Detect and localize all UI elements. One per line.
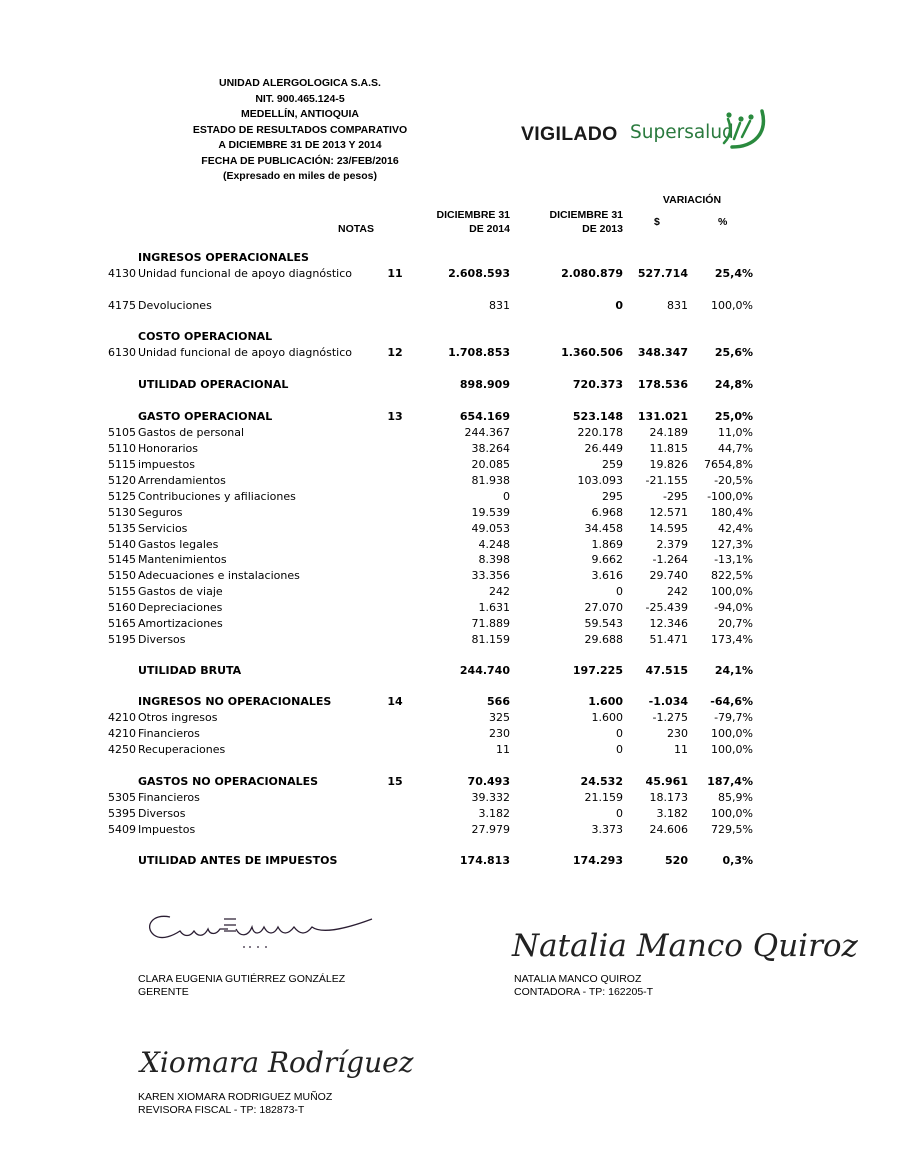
supersalud-logo [518, 103, 778, 155]
col-notas: NOTAS [338, 223, 374, 235]
signature-clara-gutierrez [140, 905, 380, 955]
row-label: Seguros [138, 506, 183, 519]
table-row [0, 489, 906, 505]
row-value-2014: 898.909 [459, 378, 510, 391]
row-value-2014: 4.248 [478, 538, 510, 551]
row-nota: 12 [387, 346, 403, 359]
row-nota: 11 [387, 267, 403, 280]
row-value-2014: 174.813 [459, 854, 510, 867]
row-code: 4175 [108, 299, 136, 312]
document-header [150, 76, 450, 185]
row-value-2013: 9.662 [591, 553, 623, 566]
row-code: 5409 [108, 823, 136, 836]
row-variation-amount: 14.595 [649, 522, 688, 535]
row-variation-amount: 24.606 [649, 823, 688, 836]
row-variation-percent: 100,0% [711, 299, 753, 312]
row-variation-percent: 7654,8% [704, 458, 753, 471]
row-value-2014: 49.053 [471, 522, 510, 535]
row-nota: 15 [387, 775, 403, 788]
col-2013-line2: DE 2013 [582, 223, 623, 235]
statement-period: A DICIEMBRE 31 DE 2013 Y 2014 [218, 139, 382, 151]
table-row [0, 710, 906, 726]
table-row [0, 329, 906, 345]
row-value-2013: 26.449 [584, 442, 623, 455]
company-name: UNIDAD ALERGOLOGICA S.A.S. [219, 77, 381, 89]
row-label: Diversos [138, 807, 186, 820]
row-variation-amount: 2.379 [656, 538, 688, 551]
row-variation-percent: -94,0% [714, 601, 753, 614]
row-value-2013: 259 [602, 458, 623, 471]
row-value-2013: 0 [616, 727, 623, 740]
col-variacion: VARIACIÓN [662, 194, 722, 206]
row-value-2013: 103.093 [577, 474, 623, 487]
col-2014 [436, 208, 510, 236]
row-variation-amount: 19.826 [649, 458, 688, 471]
row-label: Recuperaciones [138, 743, 226, 756]
row-variation-percent: 100,0% [711, 807, 753, 820]
row-code: 5105 [108, 426, 136, 439]
logo-supersalud-text: Supersalud [630, 122, 734, 143]
row-label: Amortizaciones [138, 617, 223, 630]
row-variation-percent: 100,0% [711, 727, 753, 740]
row-value-2013: 295 [602, 490, 623, 503]
row-variation-percent: 42,4% [718, 522, 753, 535]
row-value-2013: 174.293 [572, 854, 623, 867]
row-variation-amount: 520 [665, 854, 688, 867]
row-value-2014: 11 [496, 743, 510, 756]
row-value-2013: 0 [616, 743, 623, 756]
table-row [0, 853, 906, 869]
row-code: 4130 [108, 267, 136, 280]
row-variation-amount: 831 [667, 299, 688, 312]
row-label: INGRESOS NO OPERACIONALES [138, 695, 332, 708]
row-nota: 14 [387, 695, 403, 708]
row-value-2013: 34.458 [584, 522, 623, 535]
row-label: UTILIDAD BRUTA [138, 664, 242, 677]
row-value-2014: 71.889 [471, 617, 510, 630]
row-variation-percent: 25,6% [714, 346, 753, 359]
row-variation-amount: 24.189 [649, 426, 688, 439]
row-variation-percent: 25,4% [714, 267, 753, 280]
row-label: Mantenimientos [138, 553, 227, 566]
table-row [0, 409, 906, 425]
table-row [0, 298, 906, 314]
table-row [0, 600, 906, 616]
table-row [0, 473, 906, 489]
row-variation-amount: -25.439 [645, 601, 688, 614]
table-row [0, 425, 906, 441]
row-value-2013: 27.070 [584, 601, 623, 614]
row-variation-amount: -1.275 [652, 711, 688, 724]
row-value-2013: 0 [616, 585, 623, 598]
row-label: Financieros [138, 791, 200, 804]
row-variation-percent: 173,4% [711, 633, 753, 646]
row-variation-amount: 348.347 [637, 346, 688, 359]
row-label: Contribuciones y afiliaciones [138, 490, 296, 503]
row-label: Unidad funcional de apoyo diagnóstico [138, 346, 352, 359]
signatory-gerente [138, 973, 345, 999]
row-variation-amount: -1.034 [648, 695, 688, 708]
row-variation-percent: -64,6% [710, 695, 753, 708]
row-code: 4210 [108, 727, 136, 740]
row-label: Diversos [138, 633, 186, 646]
row-variation-amount: 29.740 [649, 569, 688, 582]
row-variation-amount: -1.264 [652, 553, 688, 566]
signatory-revisora [138, 1091, 332, 1117]
signature-xiomara-rodriguez: Xiomara Rodríguez [140, 1046, 414, 1079]
row-variation-amount: 47.515 [645, 664, 688, 677]
row-code: 6130 [108, 346, 136, 359]
table-row [0, 537, 906, 553]
col-2013 [549, 208, 623, 236]
row-value-2014: 81.938 [471, 474, 510, 487]
row-variation-percent: 24,8% [714, 378, 753, 391]
row-label: Depreciaciones [138, 601, 223, 614]
row-variation-percent: 25,0% [714, 410, 753, 423]
row-code: 5160 [108, 601, 136, 614]
table-row [0, 505, 906, 521]
row-code: 5110 [108, 442, 136, 455]
row-value-2013: 1.600 [588, 695, 623, 708]
row-value-2014: 27.979 [471, 823, 510, 836]
signatory-role: CONTADORA - TP: 162205-T [514, 986, 654, 998]
row-value-2013: 523.148 [572, 410, 623, 423]
col-dollar: $ [654, 216, 660, 228]
row-variation-amount: 230 [667, 727, 688, 740]
row-variation-amount: 527.714 [637, 267, 688, 280]
row-variation-amount: 131.021 [637, 410, 688, 423]
row-label: GASTO OPERACIONAL [138, 410, 273, 423]
row-code: 5165 [108, 617, 136, 630]
row-variation-percent: 822,5% [711, 569, 753, 582]
row-value-2014: 8.398 [478, 553, 510, 566]
row-variation-amount: 11 [674, 743, 688, 756]
row-value-2014: 2.608.593 [448, 267, 510, 280]
row-variation-percent: 11,0% [718, 426, 753, 439]
row-variation-amount: 51.471 [649, 633, 688, 646]
row-variation-amount: 18.173 [649, 791, 688, 804]
signatory-name: NATALIA MANCO QUIROZ [514, 973, 642, 985]
row-value-2014: 3.182 [478, 807, 510, 820]
row-code: 5140 [108, 538, 136, 551]
row-code: 5135 [108, 522, 136, 535]
row-value-2014: 244.367 [464, 426, 510, 439]
table-row [0, 584, 906, 600]
row-value-2013: 197.225 [572, 664, 623, 677]
table-row [0, 616, 906, 632]
row-variation-percent: 187,4% [707, 775, 753, 788]
table-row [0, 806, 906, 822]
signatory-role: GERENTE [138, 986, 189, 998]
row-variation-percent: -20,5% [714, 474, 753, 487]
row-code: 5120 [108, 474, 136, 487]
row-code: 5305 [108, 791, 136, 804]
row-value-2013: 720.373 [572, 378, 623, 391]
row-variation-amount: -295 [663, 490, 688, 503]
row-label: Gastos de personal [138, 426, 245, 439]
table-row [0, 521, 906, 537]
row-value-2014: 39.332 [471, 791, 510, 804]
table-row [0, 822, 906, 838]
row-value-2014: 70.493 [467, 775, 510, 788]
row-value-2013: 24.532 [580, 775, 623, 788]
row-label: INGRESOS OPERACIONALES [138, 251, 309, 264]
currency-note: (Expresado en miles de pesos) [222, 170, 378, 182]
row-variation-amount: 3.182 [656, 807, 688, 820]
company-nit: NIT. 900.465.124-5 [255, 92, 345, 105]
row-label: impuestos [138, 458, 195, 471]
row-variation-amount: 11.815 [649, 442, 688, 455]
row-value-2014: 38.264 [471, 442, 510, 455]
row-code: 5125 [108, 490, 136, 503]
col-2014-line1: DICIEMBRE 31 [436, 209, 510, 221]
row-value-2013: 6.968 [591, 506, 623, 519]
row-variation-percent: 44,7% [718, 442, 753, 455]
row-variation-percent: -100,0% [707, 490, 753, 503]
table-row [0, 266, 906, 282]
signatory-role: REVISORA FISCAL - TP: 182873-T [138, 1104, 305, 1116]
row-value-2014: 81.159 [471, 633, 510, 646]
row-variation-amount: 45.961 [645, 775, 688, 788]
row-value-2013: 0 [615, 299, 623, 312]
table-row [0, 250, 906, 266]
col-percent: % [718, 216, 728, 228]
row-value-2013: 0 [616, 807, 623, 820]
row-variation-percent: 180,4% [711, 506, 753, 519]
row-code: 5130 [108, 506, 136, 519]
row-code: 5395 [108, 807, 136, 820]
row-value-2013: 220.178 [577, 426, 623, 439]
row-variation-amount: 178.536 [637, 378, 688, 391]
row-label: UTILIDAD ANTES DE IMPUESTOS [138, 854, 338, 867]
table-row [0, 632, 906, 648]
row-variation-percent: -79,7% [714, 711, 753, 724]
row-value-2013: 3.616 [591, 569, 623, 582]
logo-vigilado-text: VIGILADO [521, 123, 618, 145]
row-label: GASTOS NO OPERACIONALES [138, 775, 319, 788]
row-value-2014: 654.169 [459, 410, 510, 423]
row-value-2014: 566 [487, 695, 510, 708]
row-value-2013: 59.543 [584, 617, 623, 630]
statement-title: ESTADO DE RESULTADOS COMPARATIVO [192, 123, 408, 136]
row-variation-percent: 127,3% [711, 538, 753, 551]
row-value-2014: 325 [489, 711, 510, 724]
row-value-2013: 1.600 [591, 711, 623, 724]
row-variation-percent: -13,1% [714, 553, 753, 566]
row-variation-percent: 85,9% [718, 791, 753, 804]
table-row [0, 790, 906, 806]
row-value-2013: 2.080.879 [561, 267, 623, 280]
row-value-2014: 19.539 [471, 506, 510, 519]
table-row [0, 568, 906, 584]
table-row [0, 726, 906, 742]
row-value-2014: 242 [489, 585, 510, 598]
supersalud-swirl-icon [714, 103, 774, 155]
row-nota: 13 [387, 410, 403, 423]
row-label: Gastos legales [138, 538, 219, 551]
row-value-2014: 20.085 [471, 458, 510, 471]
row-code: 5195 [108, 633, 136, 646]
row-variation-amount: 12.346 [649, 617, 688, 630]
row-value-2014: 33.356 [471, 569, 510, 582]
row-variation-percent: 24,1% [714, 664, 753, 677]
row-code: 4250 [108, 743, 136, 756]
col-2014-line2: DE 2014 [469, 223, 510, 235]
row-variation-amount: 12.571 [649, 506, 688, 519]
row-value-2014: 244.740 [459, 664, 510, 677]
row-value-2014: 1.631 [478, 601, 510, 614]
row-label: Arrendamientos [138, 474, 226, 487]
row-value-2013: 3.373 [591, 823, 623, 836]
col-2013-line1: DICIEMBRE 31 [549, 209, 623, 221]
row-label: Financieros [138, 727, 200, 740]
row-variation-amount: 242 [667, 585, 688, 598]
row-value-2013: 29.688 [584, 633, 623, 646]
publication-date: FECHA DE PUBLICACIÓN: 23/FEB/2016 [201, 154, 399, 167]
row-value-2013: 1.869 [591, 538, 623, 551]
row-label: Honorarios [138, 442, 199, 455]
table-row [0, 663, 906, 679]
row-label: Impuestos [138, 823, 196, 836]
table-row [0, 377, 906, 393]
row-label: Gastos de viaje [138, 585, 223, 598]
row-value-2014: 1.708.853 [448, 346, 510, 359]
row-value-2014: 831 [489, 299, 510, 312]
row-label: COSTO OPERACIONAL [138, 330, 273, 343]
row-code: 5115 [108, 458, 136, 471]
row-variation-percent: 100,0% [711, 585, 753, 598]
row-label: UTILIDAD OPERACIONAL [138, 378, 289, 391]
table-row [0, 694, 906, 710]
row-label: Devoluciones [138, 299, 212, 312]
row-variation-percent: 729,5% [711, 823, 753, 836]
row-value-2014: 0 [503, 490, 510, 503]
signature-natalia-manco: Natalia Manco Quiroz [512, 928, 858, 964]
row-code: 5150 [108, 569, 136, 582]
signatory-contadora [514, 973, 653, 999]
row-label: Otros ingresos [138, 711, 218, 724]
row-variation-amount: -21.155 [645, 474, 688, 487]
table-row [0, 345, 906, 361]
row-value-2013: 1.360.506 [561, 346, 623, 359]
row-value-2014: 230 [489, 727, 510, 740]
row-value-2013: 21.159 [584, 791, 623, 804]
table-row [0, 457, 906, 473]
table-row [0, 441, 906, 457]
row-variation-percent: 20,7% [718, 617, 753, 630]
table-row [0, 774, 906, 790]
row-code: 4210 [108, 711, 136, 724]
row-code: 5145 [108, 553, 136, 566]
table-row [0, 552, 906, 568]
table-row [0, 742, 906, 758]
signatory-name: CLARA EUGENIA GUTIÉRREZ GONZÁLEZ [138, 973, 346, 985]
row-label: Servicios [138, 522, 188, 535]
row-variation-percent: 0,3% [722, 854, 753, 867]
signatory-name: KAREN XIOMARA RODRIGUEZ MUÑOZ [138, 1091, 333, 1103]
row-label: Adecuaciones e instalaciones [138, 569, 300, 582]
row-code: 5155 [108, 585, 136, 598]
row-label: Unidad funcional de apoyo diagnóstico [138, 267, 352, 280]
company-city: MEDELLÍN, ANTIOQUIA [240, 108, 360, 120]
row-variation-percent: 100,0% [711, 743, 753, 756]
